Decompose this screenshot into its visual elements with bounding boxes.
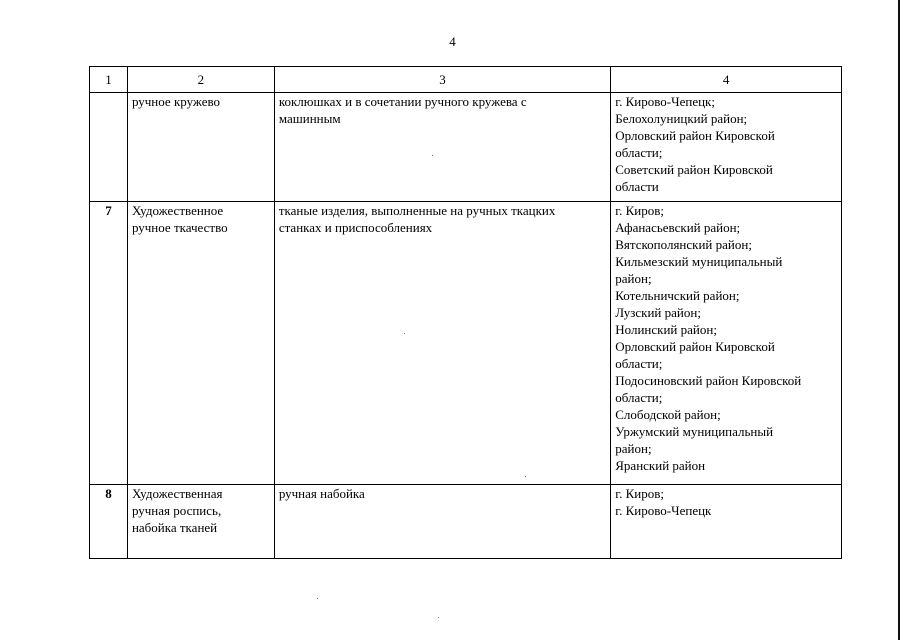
table-row <box>90 93 842 202</box>
cell-line: области; <box>615 356 663 371</box>
craft-cell <box>127 485 274 559</box>
cell-line: области <box>615 179 659 194</box>
cell-line: набойка тканей <box>131 520 218 535</box>
cell-line: Советский район Кировской <box>615 162 773 177</box>
cell-line: Орловский район Кировской <box>615 128 775 143</box>
cell-line: Художественная <box>131 486 223 501</box>
cell-line: ручное кружево <box>131 94 221 109</box>
crafts-table <box>89 66 842 559</box>
cell-line: г. Кирово-Чепецк <box>615 503 712 518</box>
cell-line: район; <box>615 271 652 286</box>
scan-speck <box>438 617 439 618</box>
page-number: 4 <box>449 34 456 49</box>
cell-line: тканые изделия, выполненные на ручных ткацких <box>278 203 556 218</box>
cell-line: Подосиновский район Кировской <box>615 373 802 388</box>
places-cell <box>611 202 842 485</box>
craft-cell <box>127 93 274 202</box>
cell-line: г. Киров; <box>615 486 665 501</box>
craft-cell <box>127 202 274 485</box>
cell-line: Художественное <box>131 203 224 218</box>
cell-line: области; <box>615 390 663 405</box>
cell-line: ручное ткачество <box>131 220 228 235</box>
cell-line: Котельничский район; <box>615 288 740 303</box>
row-number <box>90 93 128 202</box>
cell-line: район; <box>615 441 652 456</box>
places-cell <box>611 93 842 202</box>
products-cell <box>274 485 610 559</box>
products-cell <box>274 202 610 485</box>
table-row <box>90 485 842 559</box>
scan-speck <box>525 476 526 477</box>
products-cell <box>274 93 610 202</box>
cell-line: ручная роспись, <box>131 503 222 518</box>
column-header: 3 <box>274 67 610 93</box>
cell-line: станках и приспособлениях <box>278 220 433 235</box>
row-number: 8 <box>90 485 128 559</box>
scan-edge-line <box>898 0 900 640</box>
table-row <box>90 202 842 485</box>
cell-line: Афанасьевский район; <box>615 220 741 235</box>
cell-line: машинным <box>278 111 341 126</box>
cell-line: Вятскополянский район; <box>615 237 752 252</box>
cell-line: Яранский район <box>615 458 706 473</box>
cell-line: Уржумский муниципальный <box>615 424 774 439</box>
scan-speck <box>317 598 318 599</box>
cell-line: ручная набойка <box>278 486 365 501</box>
table-header-row <box>90 67 842 93</box>
cell-line: области; <box>615 145 663 160</box>
scan-speck <box>404 333 405 334</box>
column-header: 4 <box>611 67 842 93</box>
cell-line: г. Киров; <box>615 203 665 218</box>
column-header: 1 <box>90 67 128 93</box>
cell-line: Слободской район; <box>615 407 721 422</box>
scan-speck <box>432 155 433 156</box>
cell-line: Кильмезский муниципальный <box>615 254 783 269</box>
cell-line: Орловский район Кировской <box>615 339 775 354</box>
row-number: 7 <box>90 202 128 485</box>
cell-line: коклюшках и в сочетании ручного кружева с <box>278 94 527 109</box>
places-cell <box>611 485 842 559</box>
cell-line: Белохолуницкий район; <box>615 111 748 126</box>
cell-line: Лузский район; <box>615 305 701 320</box>
cell-line: Нолинский район; <box>615 322 717 337</box>
cell-line: г. Кирово-Чепецк; <box>615 94 715 109</box>
column-header: 2 <box>127 67 274 93</box>
